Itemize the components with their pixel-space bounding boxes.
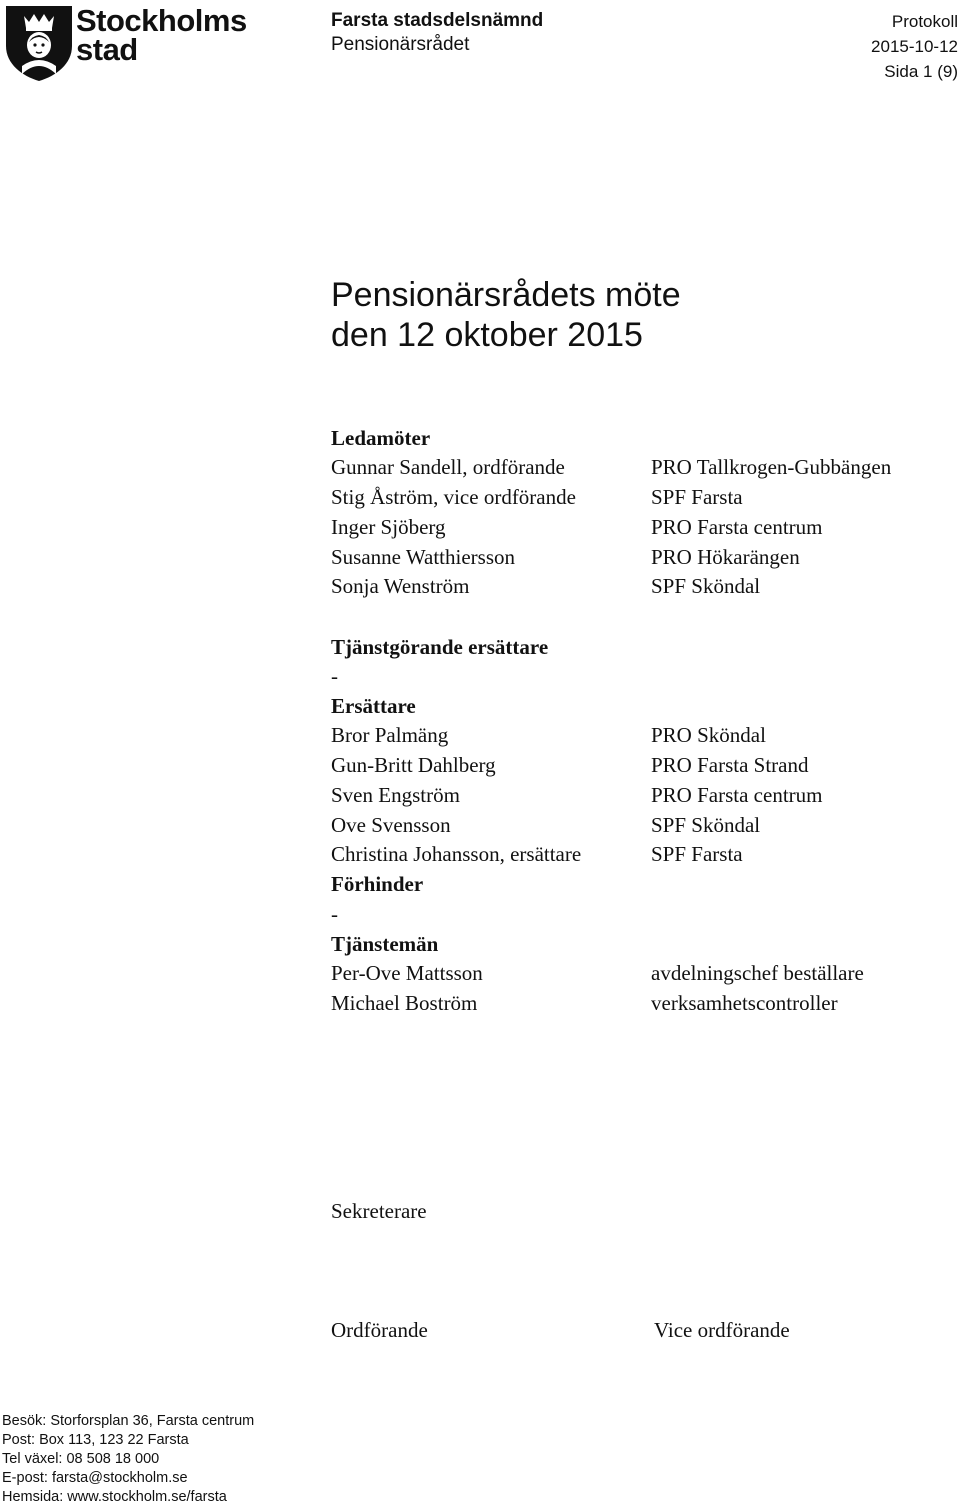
unit-name: Pensionärsrådet (331, 34, 470, 55)
title-line1: Pensionärsrådets möte (331, 276, 681, 314)
member-name: Gunnar Sandell, ordförande (331, 455, 565, 479)
substitute-name: Gun-Britt Dahlberg (331, 753, 496, 777)
member-org: PRO Hökarängen (651, 545, 800, 569)
logo-wordmark (76, 3, 247, 67)
section-heading-ersattare: Ersättare (331, 694, 416, 718)
organization-name: Farsta stadsdelsnämnd (331, 10, 544, 31)
member-org: PRO Tallkrogen-Gubbängen (651, 455, 892, 479)
signature-chair: Ordförande (331, 1318, 428, 1342)
member-name: Inger Sjöberg (331, 515, 446, 539)
substitute-org: PRO Farsta Strand (651, 753, 809, 777)
footer-post: Post: Box 113, 123 22 Farsta (2, 1432, 189, 1448)
header-left (331, 9, 543, 57)
member-org: PRO Farsta centrum (651, 515, 823, 539)
footer-visit: Besök: Storforsplan 36, Farsta centrum (2, 1413, 255, 1429)
footer-email: E-post: farsta@stockholm.se (2, 1470, 188, 1486)
crest-icon (4, 2, 74, 82)
section-value-forhinder: - (331, 902, 338, 926)
footer-web: Hemsida: www.stockholm.se/farsta (2, 1489, 227, 1505)
member-org: SPF Farsta (651, 485, 743, 509)
page-number: Sida 1 (9) (884, 62, 958, 81)
member-org: SPF Sköndal (651, 574, 761, 598)
section-heading-tjanstemän: Tjänstemän (331, 932, 439, 956)
header-right (871, 9, 958, 84)
document-type: Protokoll (891, 12, 958, 31)
official-name: Per-Ove Mattsson (331, 961, 483, 985)
substitute-org: SPF Farsta (651, 842, 743, 866)
substitute-name: Sven Engström (331, 783, 460, 807)
member-name: Susanne Watthiersson (331, 545, 515, 569)
footer-contact (2, 1412, 254, 1507)
member-name: Sonja Wenström (331, 574, 470, 598)
section-heading-ledamoter: Ledamöter (331, 426, 431, 450)
section-value-tjanstgorande: - (331, 664, 338, 688)
substitute-name: Ove Svensson (331, 813, 451, 837)
title-line2: den 12 oktober 2015 (331, 316, 643, 354)
section-heading-forhinder: Förhinder (331, 872, 424, 896)
official-role: verksamhetscontroller (651, 991, 838, 1015)
substitute-org: PRO Sköndal (651, 723, 766, 747)
section-heading-tjanstgorande: Tjänstgörande ersättare (331, 635, 549, 659)
page-title (331, 275, 681, 355)
footer-phone: Tel växel: 08 508 18 000 (2, 1451, 160, 1467)
substitute-org: SPF Sköndal (651, 813, 761, 837)
document-date: 2015-10-12 (871, 37, 958, 56)
substitute-name: Christina Johansson, ersättare (331, 842, 582, 866)
stockholms-stad-logo (4, 2, 247, 82)
official-role: avdelningschef beställare (651, 961, 864, 985)
logo-text-line1: Stockholms (76, 3, 247, 38)
signature-secretary: Sekreterare (331, 1199, 427, 1223)
substitute-name: Bror Palmäng (331, 723, 449, 747)
official-name: Michael Boström (331, 991, 478, 1015)
signature-vice-chair: Vice ordförande (654, 1318, 790, 1342)
substitute-org: PRO Farsta centrum (651, 783, 823, 807)
logo-text-line2: stad (76, 32, 138, 67)
member-name: Stig Åström, vice ordförande (331, 485, 576, 509)
